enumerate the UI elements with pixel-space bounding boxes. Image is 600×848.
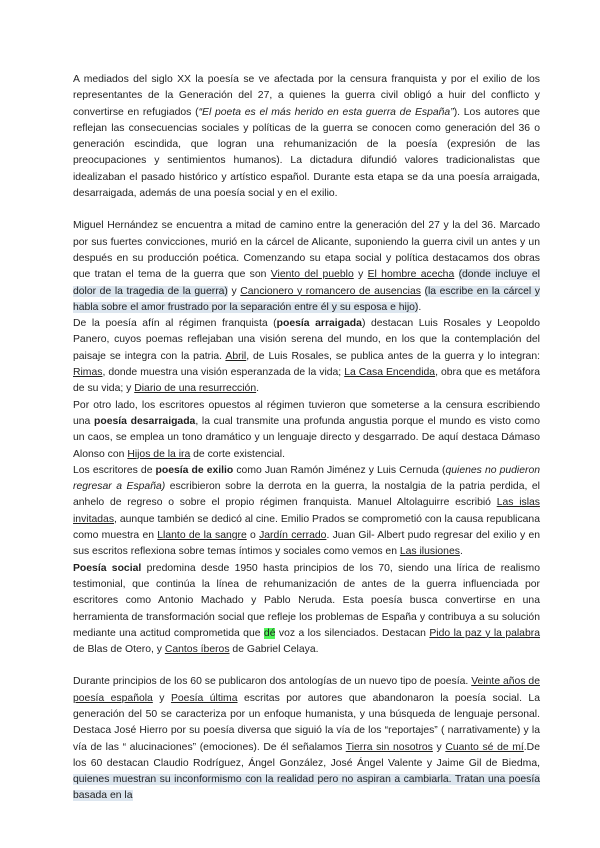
work-title: Diario de una resurrección — [134, 383, 257, 395]
work-title: Las islas invitadas — [73, 497, 540, 525]
text: , aunque también se dedicó al cine. Emilio Prados se comprometió con la causa republicana como muestra en — [73, 513, 540, 542]
work-title: Jardín cerrado — [259, 530, 327, 542]
text: y — [227, 285, 241, 297]
text: Por otro lado, los escritores opuestos al régimen tuvieron que someterse a la censura escribiendo una — [73, 399, 540, 427]
text: de Blas de Otero, y — [73, 644, 165, 656]
text: .De los 60 destacan Claudio Rodríguez, Ángel González, José Ángel Valente y Jaime Gil de Biedma, — [73, 741, 540, 769]
work-title: El hombre acecha — [367, 269, 455, 281]
green-highlight: dé — [263, 627, 276, 639]
text: ) destacan Luis Rosales y Leopoldo Panero, cuyos poemas reflejaban una visión serena del mundo, en los que la contemplación del paisaje se integra con la patria. — [73, 318, 541, 362]
text: como Juan Ramón Jiménez y Luis Cernuda ( — [233, 464, 446, 476]
highlighted-text: (donde incluye el dolor de la tragedia de la guerra) — [73, 269, 540, 297]
bold-term: Poesía social — [73, 562, 142, 574]
text — [421, 286, 425, 297]
text: . — [459, 546, 463, 558]
paragraph-generacion-50 — [73, 674, 540, 804]
text: y — [152, 692, 171, 704]
work-title: Cancionero y romancero de ausencias — [240, 285, 421, 297]
text: , la cual transmite una profunda angustia porque el mundo es visto como un caos, se emplea un tono dramático y un lenguaje directo y desgarrado. De aquí destaca Dámaso Alonso con — [73, 415, 540, 460]
text: . — [418, 301, 422, 313]
work-title: Pido la paz y la palabra — [429, 627, 540, 639]
work-title: Abril — [225, 350, 247, 362]
text — [454, 269, 458, 280]
work-title: Tierra sin nosotros — [345, 741, 433, 753]
paragraph-poesia-desarraigada — [73, 398, 540, 463]
paragraph-gap — [73, 658, 540, 674]
text: , donde muestra una visión esperanzada de la vida; — [102, 367, 345, 379]
work-title: Cuanto sé de mí — [445, 741, 524, 753]
work-title: Rimas — [73, 367, 103, 379]
work-title: Veinte años de poesía española — [73, 676, 540, 704]
italic-text: quienes no pudieron regresar a España) — [73, 464, 541, 493]
text: Miguel Hernández se encuentra a mitad de camino entre la generación del 27 y la del 36. Marcado por sus fuertes convicciones, murió en la cárcel de Alicante, suponiendo la guerra civil un antes y un después en su producción poética. Comenzando su etapa social y política destacamos dos obras que tratan el tema de la guerra que son — [73, 220, 540, 281]
highlighted-text: (la escribe en la cárcel y habla sobre el amor frustrado por la separación entre él y su esposa e hijo) — [73, 285, 540, 313]
paragraph-intro — [73, 72, 540, 202]
work-title: Cantos íberos — [164, 644, 230, 656]
highlighted-text: quienes muestran su inconformismo con la realidad pero no aspiran a cambiarla. Tratan una poesía basada en la — [73, 774, 540, 802]
text: De la poesía afín al régimen franquista ( — [73, 318, 277, 330]
paragraph-poesia-social — [73, 561, 540, 659]
text: de Gabriel Celaya. — [229, 644, 319, 656]
work-title: Viento del pueblo — [270, 269, 354, 281]
text: voz a los silenciados. Destacan — [275, 627, 430, 639]
text: . Juan Gil- Albert pudo regresar del exilio y en sus escritos reflexiona sobre temas íntimos y sociales como vemos en — [73, 530, 541, 558]
text: Los escritores de — [73, 464, 156, 476]
text: o — [246, 530, 260, 542]
paragraph-poesia-exilio — [73, 463, 540, 561]
text: escritas por autores que abandonaron la poesía social. La generación del 50 se caracteriza por un enfoque humanista, y una búsqueda de lenguaje personal. Destaca José Hierro por su poesía diversa que siguió la vía de los “reportajes” ( narrativamente) y la vía de las “ alucinaciones” (emociones). De él señalamos — [73, 692, 540, 753]
text: ). Los autores que reflejan las consecuencias sociales y políticas de la guerra se conocen como generación del 36 o generación escindida, que logran una rehumanización de la poesía (expresión de las preocupaciones y sentimientos humanos). La dictadura difundió valores tradicionalistas que idealizaban el pasado histórico y artístico español. Durante esta etapa se da una poesía arraigada, desarraigada, además de una poesía social y en el exilio. — [73, 106, 540, 200]
text: , obra que es metáfora de su vida; y — [73, 367, 541, 395]
work-title: Las ilusiones — [399, 546, 460, 558]
text: A mediados del siglo XX la poesía se ve afectada por la censura franquista y por el exilio de los representantes de la Generación del 27, a quienes la guerra civil obligó a huir del conflicto y convertirse en refugiados ( — [73, 74, 540, 118]
paragraph-poesia-arraigada — [73, 316, 540, 397]
text: y — [353, 269, 368, 281]
text: de corte existencial. — [190, 448, 285, 460]
paragraph-miguel-hernandez — [73, 218, 540, 316]
bold-term: poesía arraigada — [276, 318, 362, 330]
text: Durante principios de los 60 se publicaron dos antologías de un nuevo tipo de poesía. — [73, 676, 472, 688]
text: , de Luis Rosales, se publica antes de la guerra y lo integran: — [246, 350, 541, 362]
text: y — [432, 741, 446, 753]
text: escribieron sobre la derrota en la guerra, la nostalgia de la patria perdida, el anhelo de regreso o sobre el propio régimen franquista. Manuel Altolaguirre escribió — [73, 481, 540, 509]
paragraph-gap — [73, 202, 540, 218]
work-title: Poesía última — [170, 692, 238, 704]
bold-term: poesía desarraigada — [94, 415, 196, 427]
quote: “El poeta es el más herido en esta guerra de España” — [198, 106, 454, 118]
work-title: Llanto de la sangre — [157, 530, 247, 542]
work-title: La Casa Encendida — [344, 367, 436, 379]
text: predomina desde 1950 hasta principios de los 70, siendo una lírica de realismo testimonial, que continúa la línea de rehumanización de antes de la guerra influenciada por escritores como Antonio Machado y Pablo Neruda. Esta poesía busca convertirse en una herramienta de transformación social que refleje los problemas de España y contribuya a su solución mediante una actitud comprometida que — [73, 562, 540, 639]
work-title: Hijos de la ira — [127, 448, 191, 460]
bold-term: poesía de exilio — [155, 464, 234, 476]
text: . — [256, 383, 259, 395]
